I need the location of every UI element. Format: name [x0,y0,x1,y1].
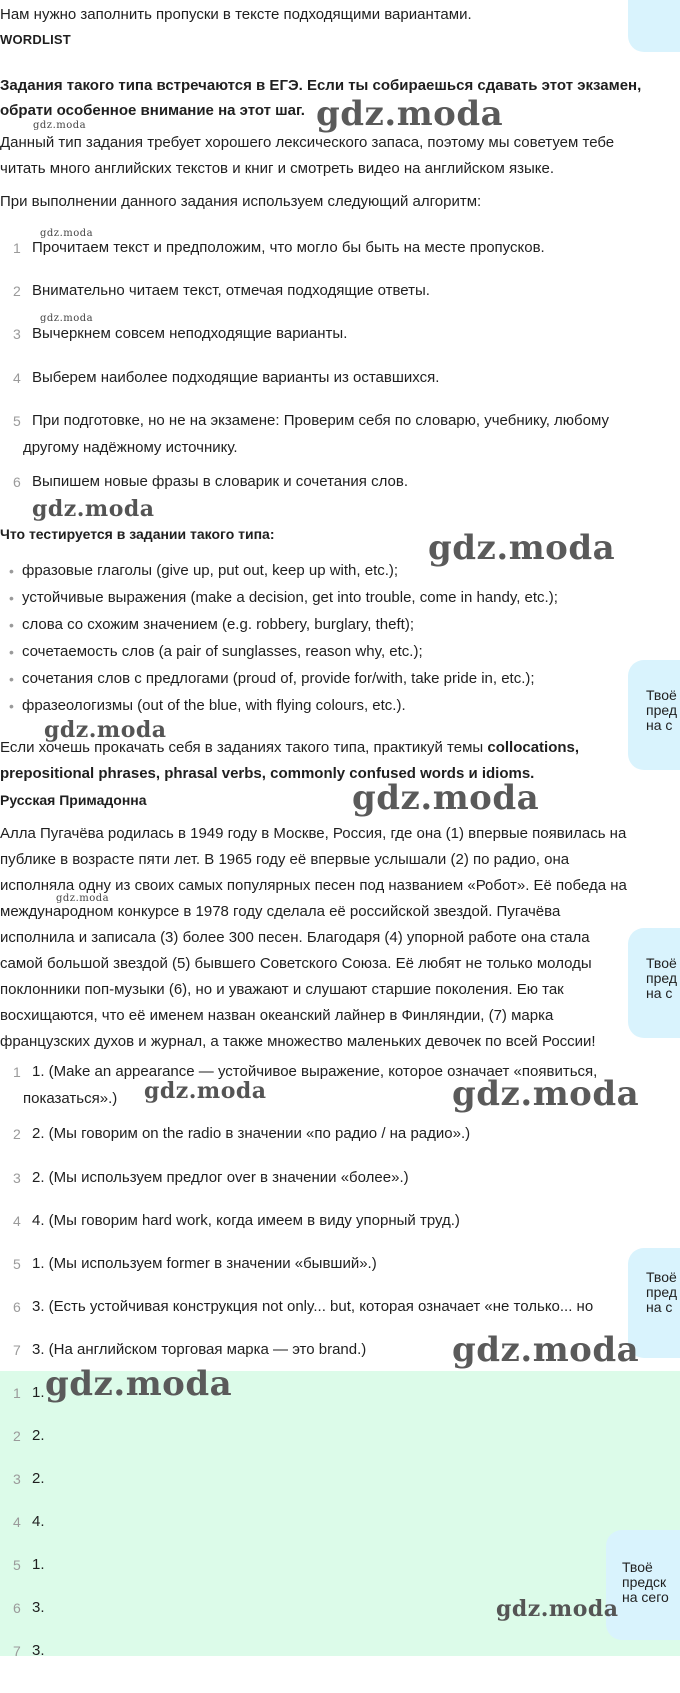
floating-banner-text: Твоё предск на сего [622,1559,669,1605]
tested-item: устойчивые выражения (make a decision, get into trouble, come in handy, etc.); [22,589,558,606]
answer-text: 2. [32,1427,45,1444]
bullet: • [9,644,14,660]
explanation-number: 7 [13,1342,21,1358]
watermark: gdz.moda [40,313,94,324]
watermark: gdz.moda [32,496,155,522]
tip-line-4: читать много английских текстов и книг и смотреть видео на английском языке. [0,160,554,177]
explanation-text-cont: показаться».) [23,1090,118,1107]
explanation-text: 3. (Есть устойчивая конструкция not only... but, которая означает «не только... но [32,1298,594,1315]
floating-banner-text: Твоё пред на с [646,1269,678,1315]
practice-topics-1: collocations, [487,739,580,756]
explanation-number: 4 [13,1213,21,1229]
tip-line-1: Задания такого типа встречаются в ЕГЭ. Если ты собираешься сдавать этот экзамен, [0,77,642,94]
explanation-number: 5 [13,1256,21,1272]
explanation-number: 3 [13,1170,21,1186]
answer-text: 3. [32,1642,45,1659]
step-number: 6 [13,474,21,490]
step-number: 3 [13,326,21,342]
text-line: публике в возрасте пяти лет. В 1965 году её впервые услышали (2) по радио, она [0,851,570,868]
bullet: • [9,563,14,579]
intro-text: Нам нужно заполнить пропуски в тексте подходящими вариантами. [0,6,472,23]
explanation-text: 4. (Мы говорим hard work, когда имеем в виду упорный труд.) [32,1212,460,1229]
answer-number: 4 [13,1514,21,1530]
tested-heading: Что тестируется в задании такого типа: [0,526,275,542]
answer-number: 7 [13,1643,21,1659]
explanation-number: 2 [13,1126,21,1142]
explanation-text: 3. (На английском торговая марка — это brand.) [32,1341,367,1358]
floating-banner-text: Твоё пред на с [646,687,678,733]
floating-banner-top[interactable] [628,0,680,52]
answer-number: 5 [13,1557,21,1573]
floating-banner-text: Твоё пред на с [646,955,678,1001]
bullet: • [9,590,14,606]
algorithm-intro: При выполнении данного задания используем следующий алгоритм: [0,193,482,210]
step-text: Вычеркнем совсем неподходящие варианты. [32,325,348,342]
watermark: gdz.moda [40,228,94,239]
answer-text: 1. [32,1556,45,1573]
watermark: gdz.moda [44,717,167,743]
text-line: поклонники поп-музыки (6), но и уважают и слушают старшие поколения. Ею так [0,981,564,998]
bullet: • [9,698,14,714]
step-number: 1 [13,240,21,256]
watermark: gdz.moda [452,1074,640,1114]
step-text-cont: другому надёжному источнику. [23,439,238,456]
watermark: gdz.moda [316,94,504,134]
text-line: международном конкурсе в 1978 году сделала её российской звездой. Пугачёва [0,903,561,920]
text-line: исполняла одну из своих самых популярных песен под названием «Робот». Её победа на [0,877,627,894]
explanation-text: 1. (Make an appearance — устойчивое выражение, которое означает «появиться, [32,1063,598,1080]
watermark: gdz.moda [496,1596,619,1622]
text-title: Русская Примадонна [0,792,147,808]
watermark: gdz.moda [428,528,616,568]
answer-text: 2. [32,1470,45,1487]
step-text: Внимательно читаем текст, отмечая подходящие ответы. [32,282,430,299]
step-text: Прочитаем текст и предположим, что могло бы быть на месте пропусков. [32,239,545,256]
step-text: Выберем наиболее подходящие варианты из оставшихся. [32,369,440,386]
step-number: 5 [13,413,21,429]
explanation-text: 2. (Мы используем предлог over в значении «более».) [32,1169,409,1186]
text-line: исполнила и записала (3) более 300 песен. Благодаря (4) упорной работе она стала [0,929,590,946]
bullet: • [9,617,14,633]
watermark: gdz.moda [33,120,87,131]
answer-number: 3 [13,1471,21,1487]
text-line: самой большой звездой (5) бывшего Советского Союза. Её любят не только молоды [0,955,592,972]
watermark: gdz.moda [56,893,110,904]
tested-item: фразовые глаголы (give up, put out, keep up with, etc.); [22,562,399,579]
wordlist-label[interactable]: WORDLIST [0,32,71,47]
answer-text: 3. [32,1599,45,1616]
practice-prefix: Если хочешь прокачать себя в заданиях такого типа, практикуй темы [0,739,488,756]
text-line: Алла Пугачёва родилась в 1949 году в Москве, Россия, где она (1) впервые появилась на [0,825,627,842]
watermark: gdz.moda [144,1078,267,1104]
bullet: • [9,671,14,687]
watermark: gdz.moda [45,1364,233,1404]
text-line: французских духов и журнал, а также множество маленьких девочек по всей России! [0,1033,596,1050]
answer-text: 4. [32,1513,45,1530]
answer-number: 2 [13,1428,21,1444]
answer-text: 1. [32,1384,45,1401]
step-text: При подготовке, но не на экзамене: Проверим себя по словарю, учебнику, любому [32,412,609,429]
answer-number: 1 [13,1385,21,1401]
watermark: gdz.moda [452,1330,640,1370]
answer-number: 6 [13,1600,21,1616]
text-line: восхищаются, что её именем назван океанский лайнер в Финляндии, (7) марка [0,1007,554,1024]
explanation-text: 1. (Мы используем former в значении «бывший».) [32,1255,377,1272]
step-text: Выпишем новые фразы в словарик и сочетания слов. [32,473,408,490]
tip-line-3: Данный тип задания требует хорошего лексического запаса, поэтому мы советуем тебе [0,134,615,151]
tested-item: слова со схожим значением (e.g. robbery, burglary, theft); [22,616,414,633]
explanation-number: 1 [13,1064,21,1080]
explanation-text: 2. (Мы говорим on the radio в значении «по радио / на радио».) [32,1125,471,1142]
tested-item: сочетания слов с предлогами (proud of, provide for/with, take pride in, etc.); [22,670,535,687]
watermark: gdz.moda [352,778,540,818]
tested-item: сочетаемость слов (a pair of sunglasses, reason why, etc.); [22,643,423,660]
tested-item: фразеологизмы (out of the blue, with flying colours, etc.). [22,697,406,714]
practice-line-2: prepositional phrases, phrasal verbs, commonly confused words и idioms. [0,765,535,782]
explanation-number: 6 [13,1299,21,1315]
tip-line-2: обрати особенное внимание на этот шаг. [0,102,305,119]
step-number: 4 [13,370,21,386]
step-number: 2 [13,283,21,299]
